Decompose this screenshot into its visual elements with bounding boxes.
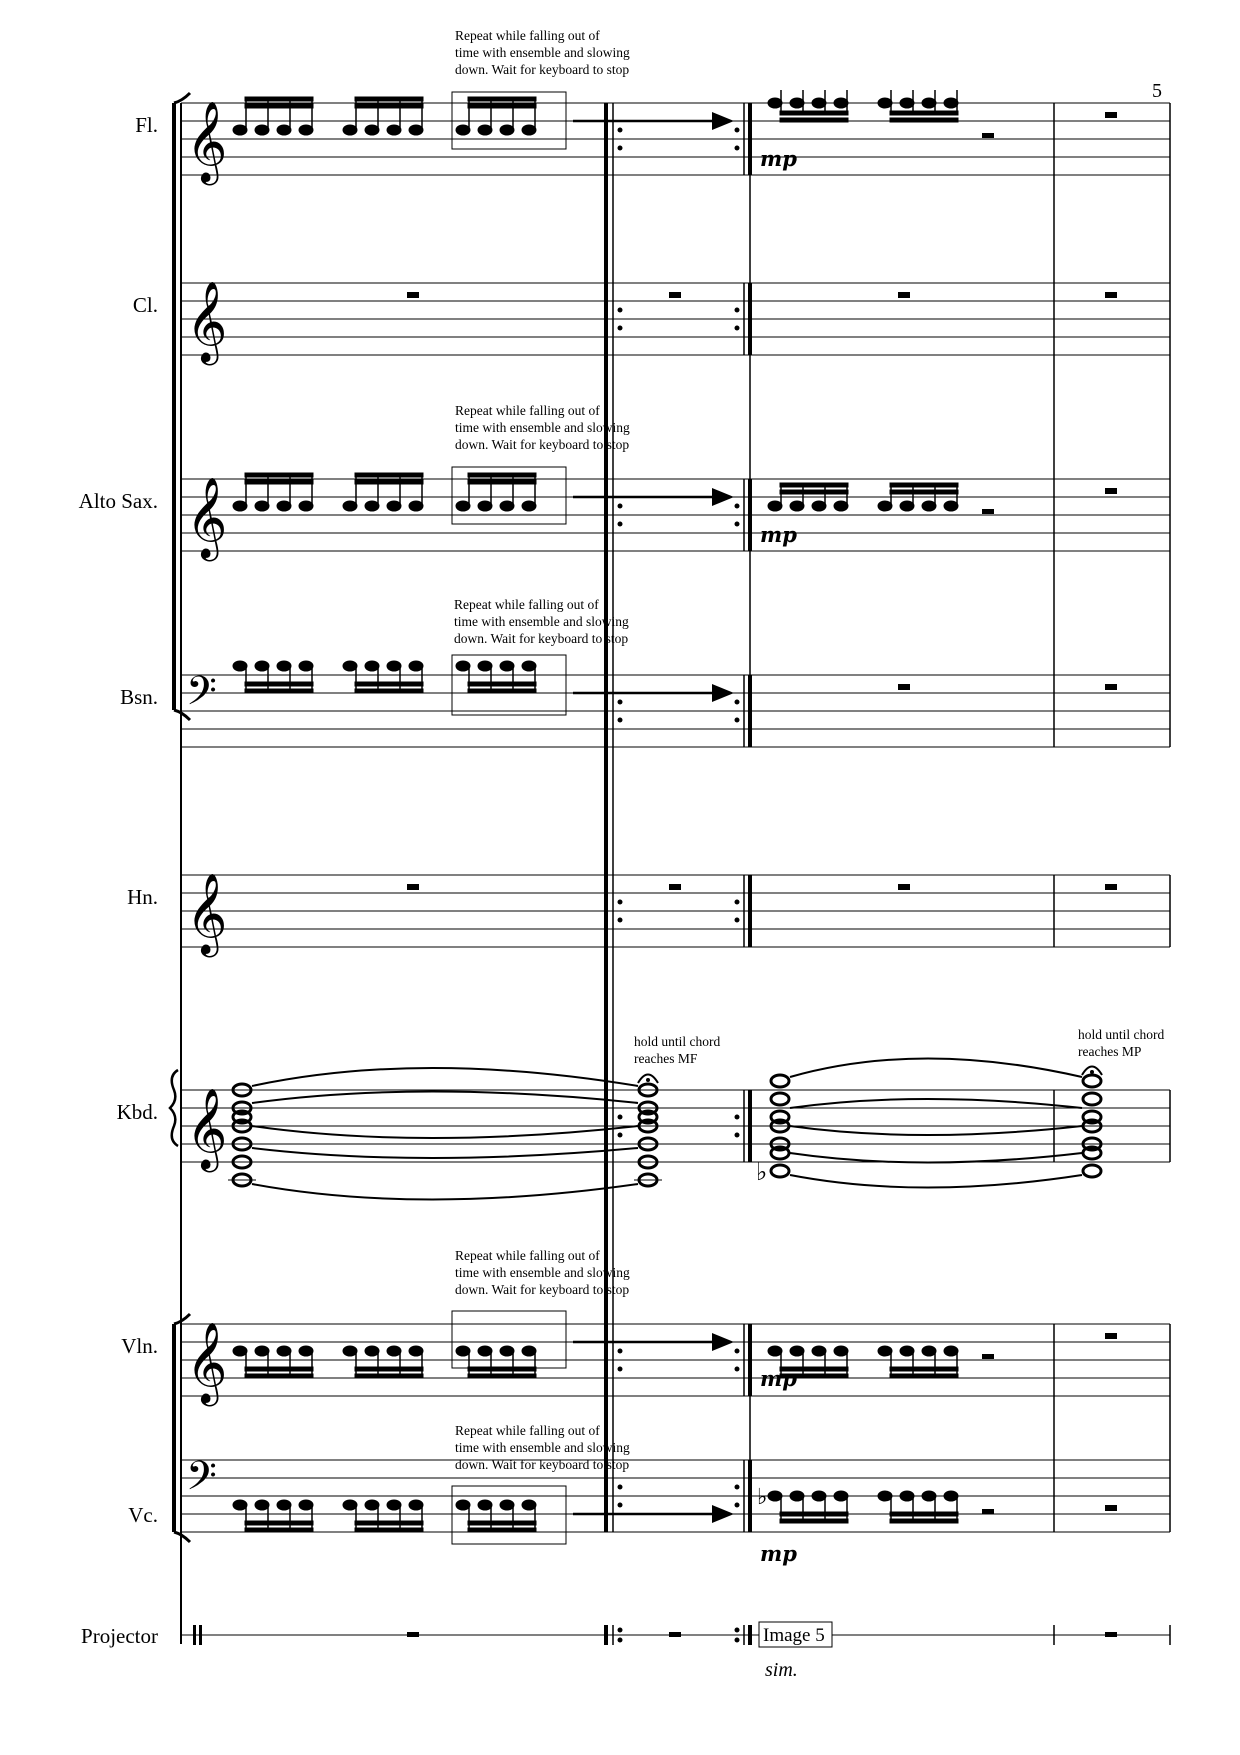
continuation-arrow <box>573 1333 734 1351</box>
image-cue-label: Image 5 <box>763 1625 825 1646</box>
svg-text:Repeat while falling out of: Repeat while falling out of <box>454 597 599 612</box>
svg-text:time with ensemble and slowing: time with ensemble and slowing <box>455 420 630 435</box>
half-rest <box>982 1509 994 1514</box>
staff-violin <box>121 1248 1170 1406</box>
repeat-instruction-bassoon <box>454 597 629 646</box>
instrument-label-alto-sax: Alto Sax. <box>78 489 158 513</box>
svg-text:Repeat while falling out of: Repeat while falling out of <box>455 28 600 43</box>
staff-horn <box>127 872 1170 957</box>
staff-alto-sax <box>79 403 1170 561</box>
repeat-instruction-violin <box>455 1248 630 1297</box>
dynamic-mp-flute: mp <box>760 146 797 171</box>
continuation-arrow <box>573 684 734 702</box>
instrument-label-projector: Projector <box>81 1624 158 1648</box>
whole-rest <box>1105 1632 1117 1637</box>
keyboard-note-mf <box>634 1034 720 1066</box>
treble-clef-icon: 𝄞 <box>186 872 228 954</box>
svg-text:down. Wait for keyboard to sto: down. Wait for keyboard to stop <box>455 437 630 452</box>
whole-rest <box>1105 1505 1117 1511</box>
half-rest <box>982 1354 994 1359</box>
svg-text:reaches MF: reaches MF <box>634 1051 698 1066</box>
bassoon-sixteenth-notes <box>231 661 538 693</box>
whole-rest <box>669 292 681 298</box>
dynamic-mp-cello: mp <box>760 1541 797 1566</box>
half-rest <box>982 509 994 514</box>
fermata-icon <box>638 1075 658 1084</box>
whole-rest <box>1105 488 1117 494</box>
svg-text:down. Wait for keyboard to sto: down. Wait for keyboard to stop <box>455 1282 630 1297</box>
svg-text:Repeat while falling out of: Repeat while falling out of <box>455 1423 600 1438</box>
treble-clef-icon: 𝄞 <box>186 280 228 362</box>
keyboard-brace <box>170 1070 178 1146</box>
staff-flute <box>135 28 1170 185</box>
whole-rest <box>898 884 910 890</box>
continuation-arrow <box>573 1505 734 1523</box>
tie-slurs <box>790 1059 1082 1188</box>
instrument-label-cello: Vc. <box>128 1503 158 1527</box>
svg-text:reaches MP: reaches MP <box>1078 1044 1142 1059</box>
treble-clef-icon: 𝄞 <box>186 476 228 558</box>
whole-rest <box>1105 112 1117 118</box>
bass-clef-icon: 𝄢 <box>186 1453 217 1509</box>
instrument-label-horn: Hn. <box>127 885 158 909</box>
svg-text:down. Wait for keyboard to sto: down. Wait for keyboard to stop <box>454 631 629 646</box>
repeat-instruction-flute <box>455 28 630 77</box>
treble-clef-icon: 𝄞 <box>186 1321 228 1403</box>
staff-clarinet <box>133 280 1170 365</box>
whole-note-chord <box>639 1084 657 1186</box>
fermata-icon <box>1082 1067 1102 1076</box>
whole-rest <box>1105 292 1117 298</box>
svg-text:hold until chord: hold until chord <box>1078 1027 1165 1042</box>
dynamic-mp-alto-sax: mp <box>760 522 797 547</box>
flat-icon: ♭ <box>757 1485 768 1510</box>
whole-rest <box>407 1632 419 1637</box>
whole-rest <box>407 884 419 890</box>
staff-keyboard <box>117 1027 1170 1200</box>
flat-icon: ♭ <box>756 1158 768 1186</box>
sim-label: sim. <box>765 1659 798 1681</box>
violin-sixteenth-notes <box>233 1346 536 1378</box>
instrument-label-keyboard: Kbd. <box>116 1100 158 1124</box>
svg-text:down. Wait for keyboard to sto: down. Wait for keyboard to stop <box>455 1457 630 1472</box>
whole-rest <box>407 292 419 298</box>
instrument-label-bassoon: Bsn. <box>120 685 158 709</box>
whole-rest <box>898 684 910 690</box>
continuation-arrow <box>573 488 734 506</box>
svg-text:hold until chord: hold until chord <box>634 1034 721 1049</box>
continuation-arrow <box>573 112 734 130</box>
dynamic-mp-violin: mp <box>760 1366 797 1391</box>
svg-text:time with ensemble and slowing: time with ensemble and slowing <box>455 1440 630 1455</box>
repeat-instruction-cello <box>455 1423 630 1472</box>
svg-text:time with ensemble and slowing: time with ensemble and slowing <box>454 614 629 629</box>
whole-rest <box>1105 884 1117 890</box>
flute-sixteenth-notes-2 <box>766 90 960 122</box>
bass-clef-icon: 𝄢 <box>186 668 217 724</box>
svg-text:down. Wait for keyboard to sto: down. Wait for keyboard to stop <box>455 62 630 77</box>
repeat-end-barlines <box>744 103 750 1645</box>
half-rest <box>982 133 994 138</box>
instrument-label-flute: Fl. <box>135 113 158 137</box>
whole-rest <box>898 292 910 298</box>
treble-clef-icon: 𝄞 <box>186 1087 228 1169</box>
instrument-label-violin: Vln. <box>121 1334 158 1358</box>
svg-text:Repeat while falling out of: Repeat while falling out of <box>455 1248 600 1263</box>
whole-rest <box>1105 684 1117 690</box>
treble-clef-icon: 𝄞 <box>186 100 228 182</box>
whole-rest <box>669 1632 681 1637</box>
whole-rest <box>669 884 681 890</box>
repeat-instruction-alto-sax <box>455 403 630 452</box>
whole-rest <box>1105 1333 1117 1339</box>
whole-note-chord <box>233 1084 251 1186</box>
svg-text:time with ensemble and slowing: time with ensemble and slowing <box>455 45 630 60</box>
cello-sixteenth-notes <box>233 1500 536 1532</box>
repeat-start-barlines <box>606 103 613 1645</box>
instrument-label-clarinet: Cl. <box>132 293 158 317</box>
keyboard-note-mp <box>1078 1027 1164 1059</box>
staff-bassoon <box>120 597 1170 747</box>
staff-projector <box>81 1622 1170 1681</box>
staff-cello <box>128 1423 1170 1566</box>
tie-slurs <box>252 1068 638 1200</box>
svg-text:time with ensemble and slowing: time with ensemble and slowing <box>455 1265 630 1280</box>
page-number: 5 <box>1152 80 1162 102</box>
svg-text:Repeat while falling out of: Repeat while falling out of <box>455 403 600 418</box>
